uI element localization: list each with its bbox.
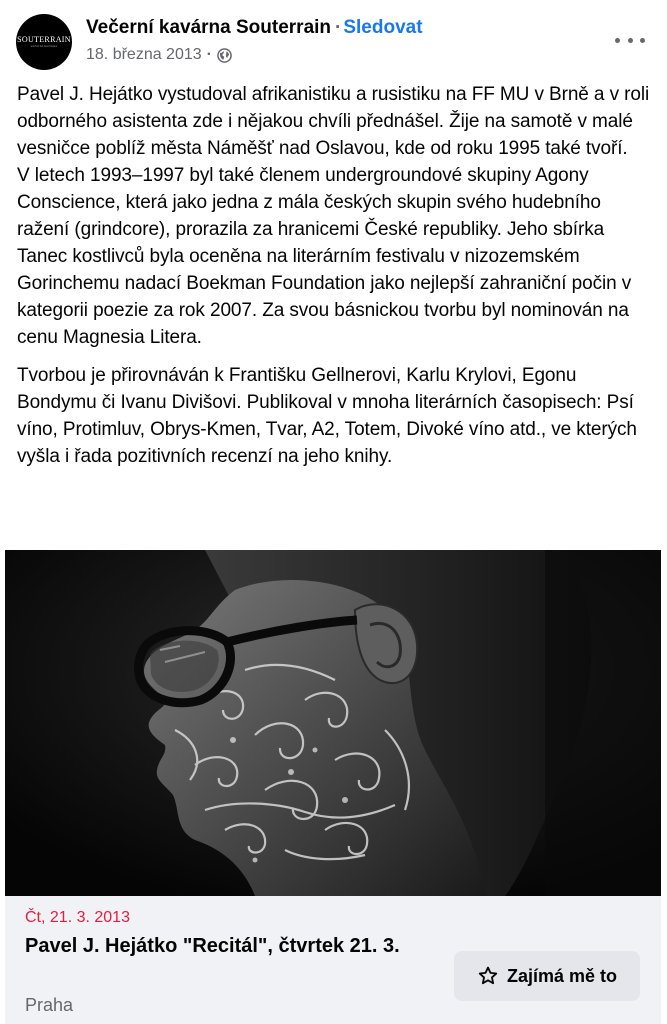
more-options-icon[interactable]: [615, 30, 645, 50]
more-dot: [628, 38, 633, 43]
event-cover-image[interactable]: [5, 550, 661, 896]
event-date: Čt, 21. 3. 2013: [25, 909, 130, 926]
meta-separator: ·: [206, 46, 212, 63]
globe-icon: [217, 48, 232, 63]
post-header: [0, 0, 667, 78]
event-info-panel[interactable]: [5, 896, 661, 1024]
page-avatar[interactable]: [16, 14, 72, 70]
page-name-link[interactable]: Večerní kavárna Souterrain: [86, 17, 332, 38]
post-body: [17, 81, 657, 481]
interested-button-label: Zajímá mě to: [506, 965, 618, 986]
follow-button[interactable]: Sledovat: [343, 17, 423, 38]
more-dot: [640, 38, 645, 43]
post-meta: [86, 45, 232, 65]
post-paragraph: Tvorbou je přirovnáván k Františku Gellnerovi, Karlu Krylovi, Egonu Bondymu či Ivanu Divišovi. Publikoval v mnoha literárních časopisech: Psí víno, Protimluv, Obrys-Kmen, Tvar, A2, Totem, Divoké víno atd., ve kterých vyšla i řada pozitivních recenzí na jeho knihy.: [17, 365, 637, 467]
star-icon: [477, 965, 499, 987]
interested-button[interactable]: [454, 951, 640, 1001]
post-date-link[interactable]: 18. března 2013: [86, 46, 202, 63]
event-location: Praha: [25, 995, 74, 1015]
avatar-logo-subtext: večerní kavárna: [30, 44, 58, 48]
more-dot: [615, 38, 620, 43]
avatar-logo-text: SOUTERRAIN: [17, 35, 71, 44]
event-title[interactable]: Pavel J. Hejátko "Recitál", čtvrtek 21. 3.: [25, 935, 400, 957]
header-separator: ·: [335, 17, 342, 38]
post-paragraph: Pavel J. Hejátko vystudoval afrikanistiku a rusistiku na FF MU v Brně a v roli odborného asistenta zde i nějakou chvíli přednášel. Žije na samotě v malé vesničce poblíž města Náměšť nad Oslavou, kde od roku 1995 také tvoří. V letech 1993–1997 byl také členem undergroundové skupiny Agony Conscience, která jako jedna z mála českých skupin svého hudebního ražení (grindcore), prorazila za hranicemi České republiky. Jeho sbírka Tanec kostlivců byla oceněna na literárním festivalu v nizozemském Gorinchemu nadací Boekman Foundation jako nejlepší zahraniční počin v kategorii poezie za rok 2007. Za svou básnickou tvorbu byl nominován na cenu Magnesia Litera.: [17, 84, 650, 348]
post-header-line: [86, 15, 423, 41]
